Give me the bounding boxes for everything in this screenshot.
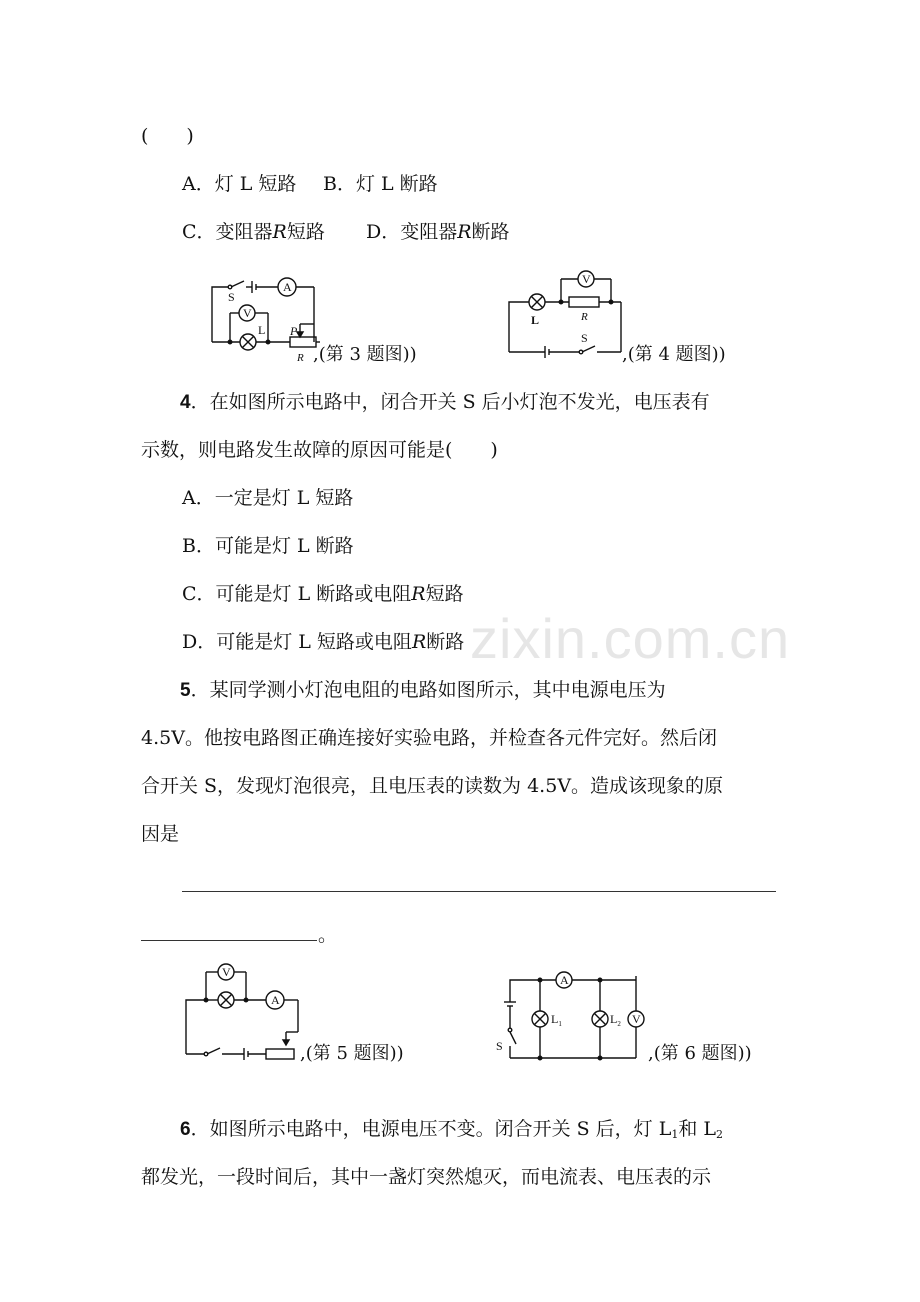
fig6-lamp1-label: $L_1$ (551, 1012, 562, 1028)
q6-stem-line2: 都发光，一段时间后，其中一盏灯突然熄灭，而电流表、电压表的示 (141, 1166, 712, 1188)
q3-option-d: D．变阻器R断路 (366, 221, 510, 243)
watermark: zixin.com.cn (470, 607, 791, 670)
q4-option-b: B．可能是灯 L 断路 (182, 535, 354, 557)
figure-5-circuit (182, 962, 307, 1066)
q5-blank-period: 。 (318, 924, 338, 946)
figure-3-circuit (200, 272, 330, 368)
q5-stem-line2: 4.5V。他按电路图正确连接好实验电路，并检查各元件完好。然后闭 (141, 727, 717, 749)
fig6-ammeter-label: A (560, 973, 569, 987)
q4-stem-line1: 4．在如图所示电路中，闭合开关 S 后小灯泡不发光，电压表有 (180, 391, 710, 413)
figure-3-caption: ,(第 3 题图)) (313, 344, 417, 365)
q6-stem-line1: 6．如图所示电路中，电源电压不变。闭合开关 S 后，灯 $L_1$和 $L_2$ (180, 1118, 724, 1141)
q5-stem-line3: 合开关 S，发现灯泡很亮，且电压表的读数为 4.5V。造成该现象的原 (141, 775, 724, 797)
q5-stem-line1: 5．某同学测小灯泡电阻的电路如图所示，其中电源电压为 (180, 679, 666, 701)
fig4-lamp-label: L (531, 313, 540, 327)
q4-stem-line2: 示数，则电路发生故障的原因可能是( ) (141, 439, 498, 461)
figure-5-caption: ,(第 5 题图)) (300, 1043, 404, 1064)
figure-4-caption: ,(第 4 题图)) (622, 344, 726, 365)
fig6-switch-label: S (496, 1039, 503, 1053)
fig4-switch-label: S (581, 331, 588, 345)
fig3-slider-label: P (290, 324, 298, 338)
q4-option-d: D．可能是灯 L 短路或电阻R断路 (182, 631, 465, 653)
q3-option-c: C．变阻器R短路 (182, 221, 325, 243)
q3-answer-bracket: ( ) (141, 125, 194, 147)
fig3-lamp-label: L (258, 323, 266, 337)
q5-answer-blank-line2 (141, 940, 317, 941)
fig6-lamp2-label: $L_2$ (610, 1012, 621, 1028)
figure-4-circuit (505, 266, 630, 362)
figure-6-caption: ,(第 6 题图)) (648, 1043, 752, 1064)
fig5-voltmeter-label: V (222, 965, 231, 979)
fig6-voltmeter-label: V (632, 1012, 641, 1026)
fig3-switch-label: S (228, 290, 235, 304)
q3-option-b: B．灯 L 断路 (323, 173, 438, 195)
fig3-ammeter-label: A (283, 280, 292, 294)
fig4-resistor-label: R (581, 311, 588, 323)
figure-6-circuit (496, 974, 656, 1068)
fig3-voltmeter-label: V (243, 306, 252, 320)
q5-answer-blank-line1 (182, 891, 776, 892)
q4-option-c: C．可能是灯 L 断路或电阻R短路 (182, 583, 464, 605)
q5-stem-line4: 因是 (141, 823, 180, 845)
q4-option-a: A．一定是灯 L 短路 (182, 487, 354, 509)
fig5-ammeter-label: A (271, 993, 280, 1007)
fig4-voltmeter-label: V (582, 272, 591, 286)
q3-option-a: A．灯 L 短路 (182, 173, 297, 195)
fig3-rheostat-label: R (297, 352, 304, 364)
